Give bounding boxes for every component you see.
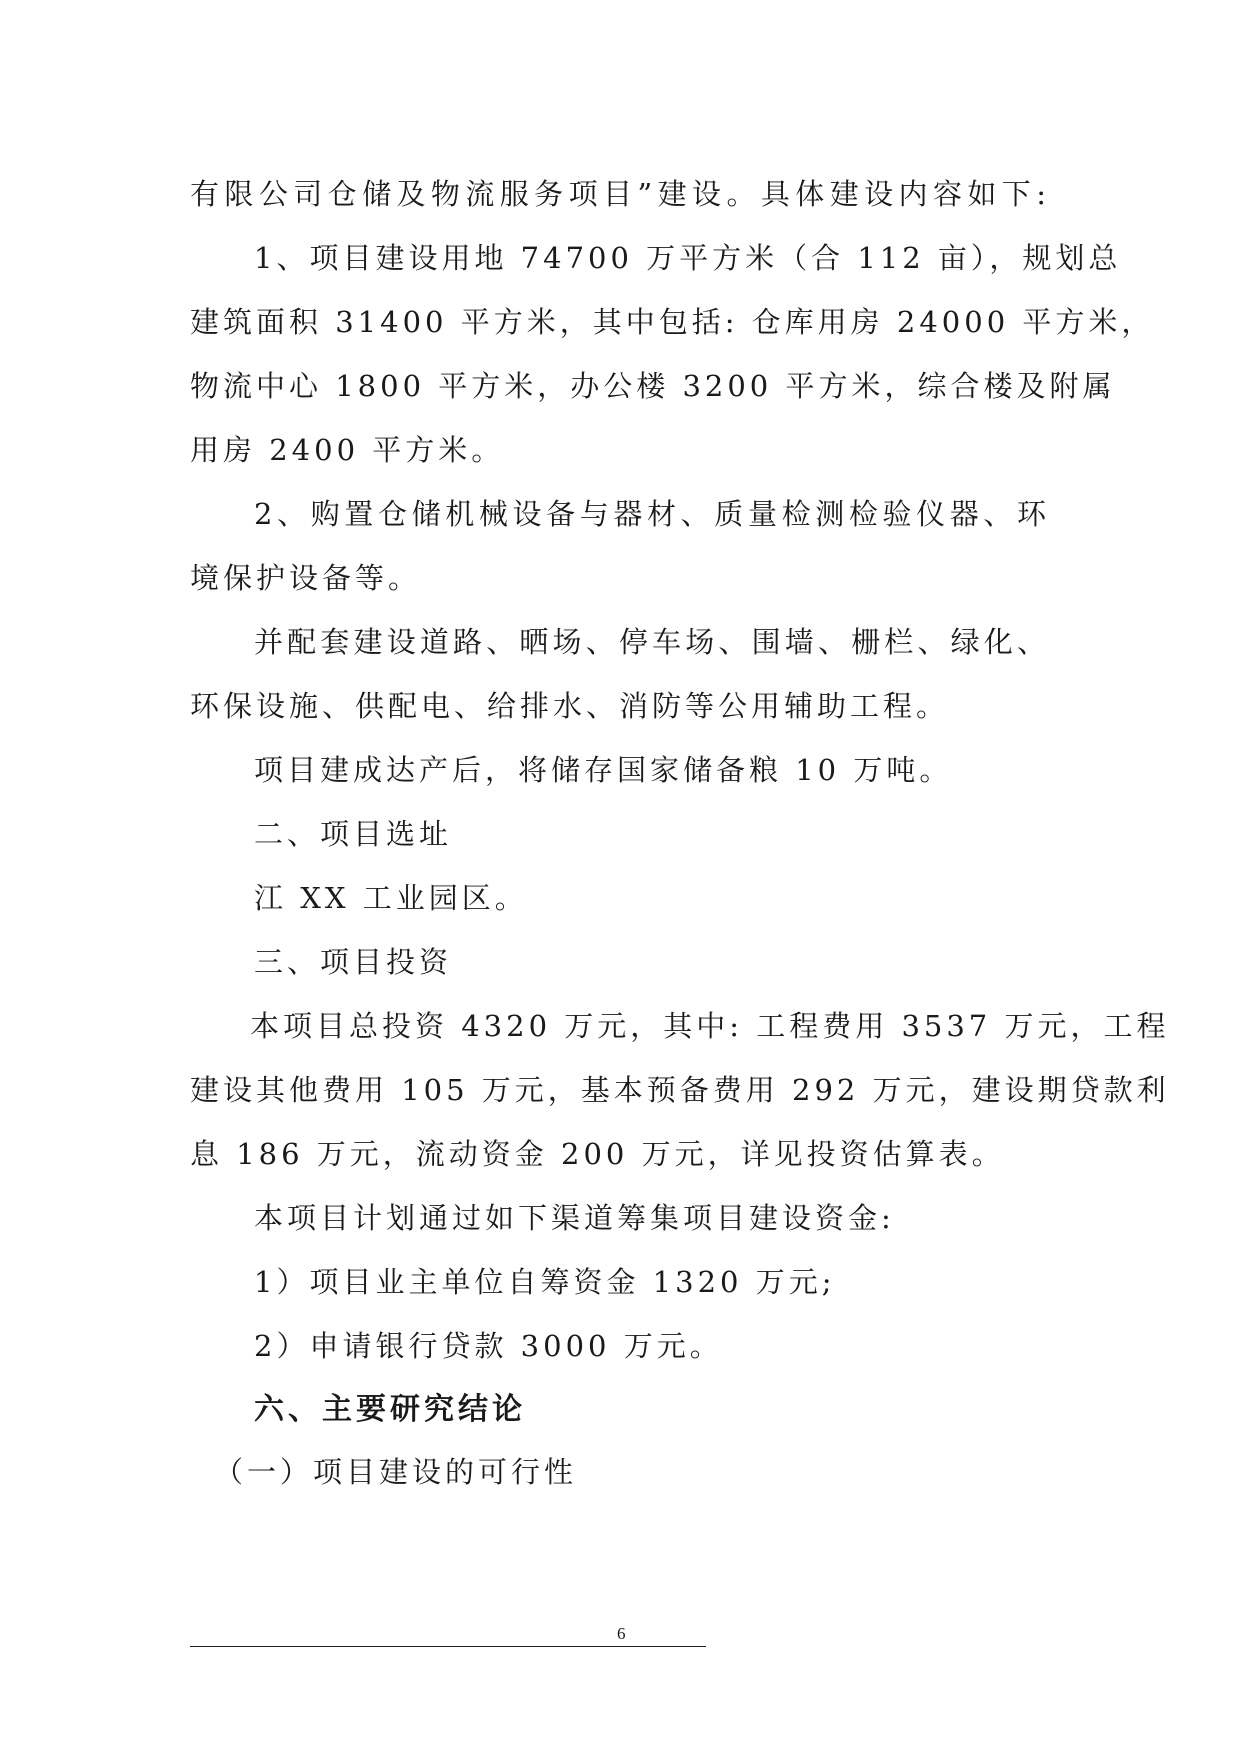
list-item: 1）项目业主单位自筹资金 1320 万元; xyxy=(254,1265,836,1299)
body-line: 有限公司仓储及物流服务项目”建设。具体建设内容如下: xyxy=(190,177,1050,211)
section-heading: 三、项目投资 xyxy=(254,945,453,979)
body-line: 2、购置仓储机械设备与器材、质量检测检验仪器、环 xyxy=(254,497,1050,531)
page-number-text: 6 xyxy=(617,1624,626,1643)
body-line: 建设其他费用 105 万元，基本预备费用 292 万元，建设期贷款利 xyxy=(190,1073,1170,1107)
body-line: 本项目计划通过如下渠道筹集项目建设资金: xyxy=(254,1201,895,1235)
chapter-heading: 六、主要研究结论 xyxy=(254,1392,526,1427)
body-line: 本项目总投资 4320 万元，其中: 工程费用 3537 万元，工程 xyxy=(250,1009,1170,1043)
body-line: 息 186 万元，流动资金 200 万元，详见投资估算表。 xyxy=(190,1137,1005,1171)
footer-rule xyxy=(190,1646,706,1647)
body-line: 并配套建设道路、晒场、停车场、围墙、栅栏、绿化、 xyxy=(254,625,1050,659)
body-line: 物流中心 1800 平方米，办公楼 3200 平方米，综合楼及附属 xyxy=(190,369,1116,403)
section-heading: 二、项目选址 xyxy=(254,817,453,851)
body-line: 用房 2400 平方米。 xyxy=(190,433,505,467)
body-line: 项目建成达产后，将储存国家储备粮 10 万吨。 xyxy=(254,753,953,787)
subsection-heading: （一）项目建设的可行性 xyxy=(214,1455,578,1489)
body-line: 1、项目建设用地 74700 万平方米（合 112 亩），规划总 xyxy=(254,241,1122,275)
body-line: 建筑面积 31400 平方米，其中包括: 仓库用房 24000 平方米， xyxy=(190,305,1155,339)
body-line: 环保设施、供配电、给排水、消防等公用辅助工程。 xyxy=(190,689,950,723)
body-line: 江 XX 工业园区。 xyxy=(254,881,528,915)
list-item: 2）申请银行贷款 3000 万元。 xyxy=(254,1329,723,1363)
body-line: 境保护设备等。 xyxy=(190,561,422,595)
